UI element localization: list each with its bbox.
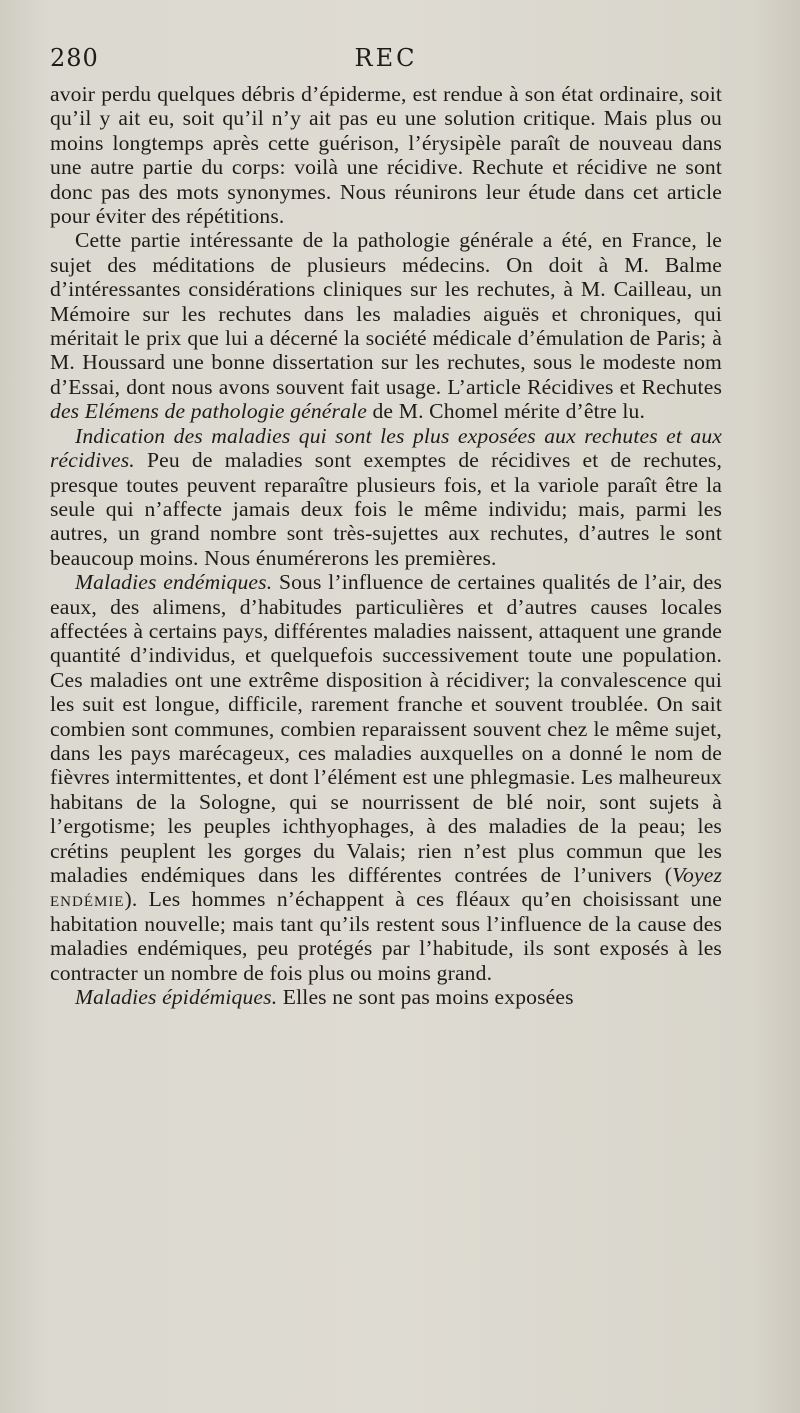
body-text bbox=[50, 82, 722, 1009]
page-number: 280 bbox=[50, 44, 99, 72]
cross-reference-smallcaps: endémie bbox=[50, 887, 125, 912]
text-run: Peu de maladies sont exemptes de récidives et de rechutes, presque toutes peuvent reparaître plusieurs fois, et la variole paraît être la seule qui n’affecte jamais deux fois le même individu; mais, parmi les autres, un grand nombre sont très-sujettes aux rechutes, d’autres le sont beaucoup moins. Nous énumérerons les premières. bbox=[50, 448, 722, 570]
section-heading-italic: Maladies endémiques. bbox=[75, 570, 273, 595]
section-heading-italic: Maladies épidémiques. bbox=[75, 985, 278, 1010]
paragraph-4 bbox=[50, 570, 722, 985]
text-run: Elles ne sont pas moins exposées bbox=[277, 985, 574, 1010]
running-head bbox=[50, 44, 722, 82]
text-run: avoir perdu quelques débris d’épiderme, est rendue à son état ordinaire, soit qu’il y ait eu, soit qu’il n’y ait pas eu une solution critique. Mais plus ou moins longtemps après cette guérison, l’érysipèle paraît de nouveau dans une autre partie du corps: voilà une récidive. Rechute et récidive ne sont donc pas des mots synonymes. Nous réunirons leur étude dans cet article pour éviter des répétitions. bbox=[50, 82, 722, 229]
paragraph-3 bbox=[50, 424, 722, 570]
paragraph-2 bbox=[50, 228, 722, 423]
text-run: ). Les hommes n’échappent à ces fléaux qu’en choisissant une habitation nouvelle; mais tant qu’ils restent sous l’influence de la cause des maladies endémiques, peu protégés par l’habitude, ils sont exposés à les contracter un nombre de fois plus ou moins grand. bbox=[50, 887, 722, 985]
text-run: Sous l’influence de certaines qualités de l’air, des eaux, des alimens, d’habitudes particulières et d’autres causes locales affectées à certains pays, différentes maladies naissent, attaquent une grande quantité d’individus, et quelquefois successivement toute une population. Ces maladies ont une extrême disposition à récidiver; la convalescence qui les suit est longue, difficile, rarement franche et souvent troublée. On sait combien sont communes, combien reparaissent souvent chez le même sujet, dans les pays marécageux, ces maladies auxquelles on a donné le nom de fièvres intermittentes, et dont l’élément est une phlegmasie. Les malheureux habitans de la Sologne, qui se nourrissent de blé noir, sont sujets à l’ergotisme; les peuples ichthyophages, à des maladies de la peau; les crétins peuplent les gorges du Valais; rien n’est plus commun que les maladies endémiques dans les différentes contrées de l’univers ( bbox=[50, 570, 722, 887]
book-title-italic: des Elémens de pathologie générale bbox=[50, 399, 367, 424]
cross-reference-italic: Voyez bbox=[672, 863, 722, 887]
text-run: de M. Chomel mérite d’être lu. bbox=[366, 399, 646, 424]
running-title: REC bbox=[354, 44, 418, 72]
paragraph-5 bbox=[50, 985, 722, 1009]
section-heading-italic: Indication des maladies qui sont les plus exposées aux rechutes et aux récidives. bbox=[50, 423, 722, 473]
text-run: Cette partie intéressante de la pathologie générale a été, en France, le sujet des méditations de plusieurs médecins. On doit à M. Balme d’intéressantes considérations cliniques sur les rechutes, à M. Cailleau, un Mémoire sur les rechutes dans les maladies aiguës et chroniques, qui méritait le prix que lui a décerné la société médicale d’émulation de Paris; à M. Houssard une bonne dissertation sur les rechutes, sous le modeste nom d’Essai, dont nous avons souvent fait usage. L’article Récidives et Rechutes bbox=[50, 228, 722, 399]
paragraph-1 bbox=[50, 82, 722, 228]
